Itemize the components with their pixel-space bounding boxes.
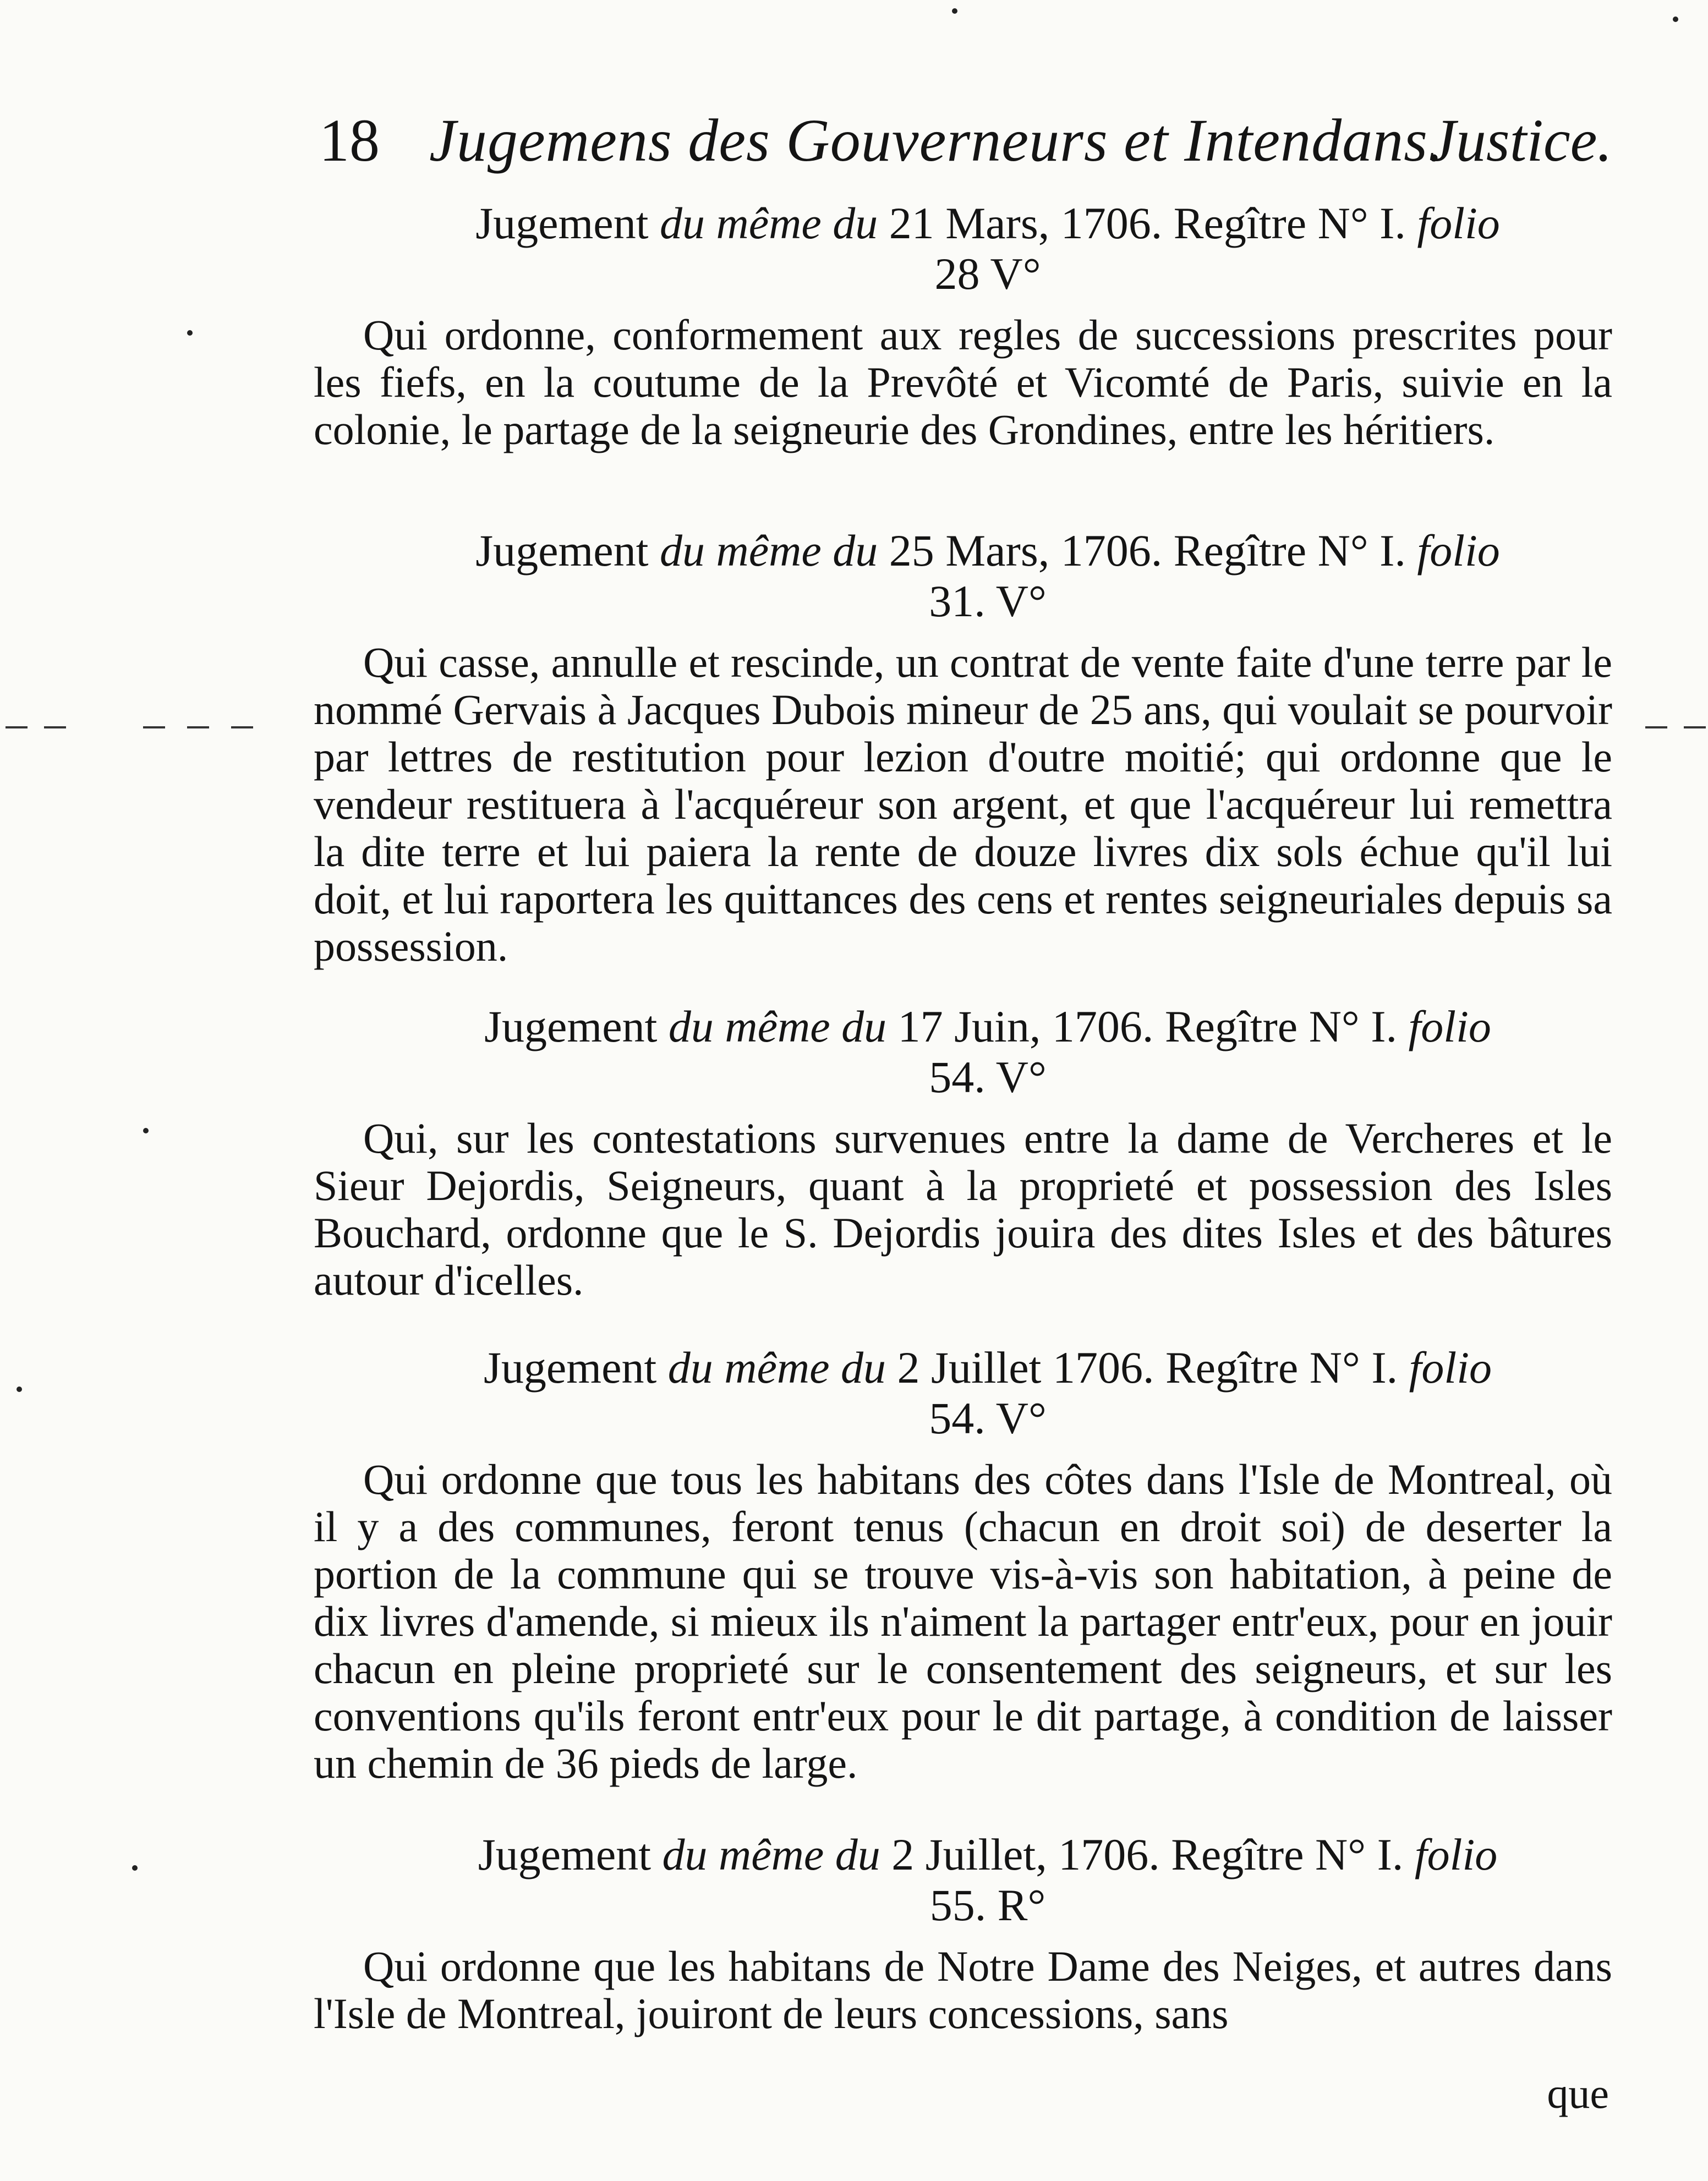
heading-folio: 54. V° [929, 1052, 1047, 1102]
heading-folio: 55. R° [929, 1880, 1046, 1930]
margin-dash [187, 726, 209, 728]
heading-folio: 28 V° [934, 249, 1041, 299]
heading-prefix: Jugement [475, 198, 649, 248]
entry-heading [314, 1342, 1612, 1444]
entry-text: Qui ordonne que les habitans de Notre Dame des Neiges, et autres dans l'Isle de Montreal, jouiront de leurs concessions, sans [314, 1942, 1612, 2037]
section-title: Justice. [1429, 107, 1612, 174]
running-title: Jugemens des Gouverneurs et Intendans. [429, 107, 1444, 174]
heading-folio-label: folio [1409, 1342, 1492, 1393]
entry-heading [314, 525, 1612, 627]
running-head [314, 88, 1612, 182]
heading-folio-label: folio [1408, 1001, 1491, 1051]
page-number: 18 [319, 107, 380, 174]
margin-dash [1645, 726, 1667, 728]
heading-register: Regître N° I. [1173, 525, 1406, 576]
heading-italic: du même du [668, 1001, 887, 1051]
entry-text: Qui casse, annulle et rescinde, un contrat de vente faite d'une terre par le nommé Gervais à Jacques Dubois mineur de 25 ans, qui voulait se pourvoir par lettres de restitution pour lezion d'outre moitié; qui ordonne que le vendeur restituera à l'acquéreur son argent, et que l'acquéreur lui remettra la dite terre et lui paiera la rente de douze livres dix sols échue qu'il lui doit, et lui raportera les quittances des cens et rentes seigneuriales depuis sa possession. [314, 638, 1612, 970]
heading-date: 2 Juillet 1706. [897, 1342, 1154, 1393]
heading-italic: du même du [659, 198, 878, 248]
entry-text: Qui ordonne que tous les habitans des côtes dans l'Isle de Montreal, où il y a des communes, feront tenus (chacun en droit soi) de deserter la portion de la commune qui se trouve vis-à-vis son habitation, à peine de dix livres d'amende, si mieux ils n'aiment la partager entr'eux, pour en jouir chacun en pleine proprieté sur le consentement des seigneurs, et sur les conventions qu'ils feront entr'eux pour le dit partage, à condition de laisser un chemin de 36 pieds de large. [314, 1455, 1612, 1787]
ink-speck [1673, 17, 1678, 22]
heading-register: Regître N° I. [1164, 1001, 1398, 1051]
heading-italic: du même du [662, 1829, 880, 1879]
heading-date: 17 Juin, 1706. [897, 1001, 1154, 1051]
judgement-entry [314, 525, 1612, 970]
heading-date: 2 Juillet, 1706. [891, 1829, 1160, 1879]
judgement-entry [314, 198, 1612, 453]
margin-dash [143, 726, 165, 728]
entry-text: Qui, sur les contestations survenues entre la dame de Vercheres et le Sieur Dejordis, Seigneurs, quant à la proprieté et possession des Isles Bouchard, ordonne que le S. Dejordis jouira des dites Isles et des bâtures autour d'icelles. [314, 1114, 1612, 1304]
heading-italic: du même du [659, 525, 878, 576]
ink-speck [952, 8, 957, 14]
heading-date: 21 Mars, 1706. [889, 198, 1163, 248]
margin-dash [1684, 726, 1706, 728]
heading-folio: 31. V° [929, 576, 1047, 626]
heading-prefix: Jugement [484, 1001, 658, 1051]
catchword: que [1547, 2069, 1609, 2117]
heading-folio-label: folio [1414, 1829, 1498, 1879]
judgement-entry [314, 1001, 1612, 1304]
heading-folio: 54. V° [929, 1393, 1047, 1443]
ink-speck [17, 1387, 22, 1392]
ink-speck [187, 330, 193, 336]
judgement-entry [314, 1342, 1612, 1787]
entry-text: Qui ordonne, conformement aux regles de successions prescrites pour les fiefs, en la coutume de la Prevôté et Vicomté de Paris, suivie en la colonie, le partage de la seigneurie des Grondines, entre les héritiers. [314, 311, 1612, 453]
heading-register: Regître N° I. [1171, 1829, 1404, 1879]
heading-prefix: Jugement [484, 1342, 657, 1393]
heading-prefix: Jugement [478, 1829, 652, 1879]
margin-dash [6, 726, 28, 728]
judgement-entry [314, 1829, 1612, 2037]
ink-speck [132, 1865, 138, 1871]
heading-register: Regître N° I. [1165, 1342, 1398, 1393]
margin-dash [231, 726, 253, 728]
heading-folio-label: folio [1417, 525, 1500, 576]
ink-speck [143, 1128, 149, 1133]
entry-heading [314, 1829, 1612, 1931]
margin-dash [44, 726, 66, 728]
heading-italic: du même du [667, 1342, 886, 1393]
heading-date: 25 Mars, 1706. [889, 525, 1163, 576]
heading-register: Regître N° I. [1173, 198, 1406, 248]
entry-heading [314, 198, 1612, 299]
entry-heading [314, 1001, 1612, 1103]
heading-prefix: Jugement [475, 525, 649, 576]
heading-folio-label: folio [1417, 198, 1500, 248]
